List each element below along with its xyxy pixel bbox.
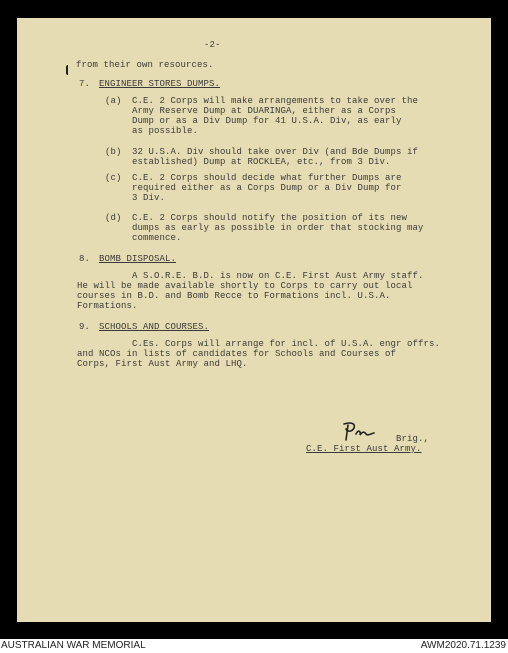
item-c-line: 3 Div. xyxy=(132,193,166,203)
handwritten-signature xyxy=(342,420,378,442)
document-page xyxy=(17,18,491,622)
item-d-line: commence. xyxy=(132,233,182,243)
section-number-8: 8. xyxy=(79,254,91,264)
item-label-b: (b) xyxy=(105,147,122,157)
item-a-line: Dump or as a Div Dump for 41 U.S.A. Div, as early xyxy=(132,116,402,126)
item-a-line: C.E. 2 Corps will make arrangements to take over the xyxy=(132,96,419,106)
section-heading-7: ENGINEER STORES DUMPS. xyxy=(99,79,221,89)
item-a-line: as possible. xyxy=(132,126,199,136)
section-8-line: courses in B.D. and Bomb Recce to Formations incl. U.S.A. xyxy=(77,291,391,301)
continuation-line: from their own resources. xyxy=(76,60,214,70)
item-label-d: (d) xyxy=(105,213,122,223)
signature-rank: Brig., xyxy=(396,434,430,444)
section-8-line: He will be made available shortly to Corps to carry out local xyxy=(77,281,413,291)
item-label-a: (a) xyxy=(105,96,122,106)
item-d-line: dumps as early as possible in order that stocking may xyxy=(132,223,424,233)
footer-institution: AUSTRALIAN WAR MEMORIAL xyxy=(1,640,146,651)
item-b-line: 32 U.S.A. Div should take over Div (and Bde Dumps if xyxy=(132,147,419,157)
item-a-line: Army Reserve Dump at DUARINGA, either as a Corps xyxy=(132,106,397,116)
section-heading-9: SCHOOLS AND COURSES. xyxy=(99,322,210,332)
page-number: -2- xyxy=(204,40,221,50)
item-c-line: C.E. 2 Corps should decide what further Dumps are xyxy=(132,173,402,183)
section-number-7: 7. xyxy=(79,79,91,89)
section-8-line: Formations. xyxy=(77,301,138,311)
signature-title: C.E. First Aust Army. xyxy=(306,444,422,454)
item-d-line: C.E. 2 Corps should notify the position of its new xyxy=(132,213,408,223)
item-b-line: established) Dump at ROCKLEA, etc., from 3 Div. xyxy=(132,157,391,167)
footer-accession-number: AWM2020.71.1239 xyxy=(420,640,506,651)
section-8-line: A S.O.R.E. B.D. is now on C.E. First Aust Army staff. xyxy=(132,271,424,281)
ink-mark xyxy=(66,65,72,75)
section-9-line: Corps, First Aust Army and LHQ. xyxy=(77,359,248,369)
section-number-9: 9. xyxy=(79,322,91,332)
section-heading-8: BOMB DISPOSAL. xyxy=(99,254,177,264)
section-9-line: C.Es. Corps will arrange for incl. of U.S.A. engr offrs. xyxy=(132,339,441,349)
item-label-c: (c) xyxy=(105,173,122,183)
section-9-line: and NCOs in lists of candidates for Schools and Courses of xyxy=(77,349,397,359)
archive-footer xyxy=(0,639,508,653)
item-c-line: required either as a Corps Dump or a Div Dump for xyxy=(132,183,402,193)
